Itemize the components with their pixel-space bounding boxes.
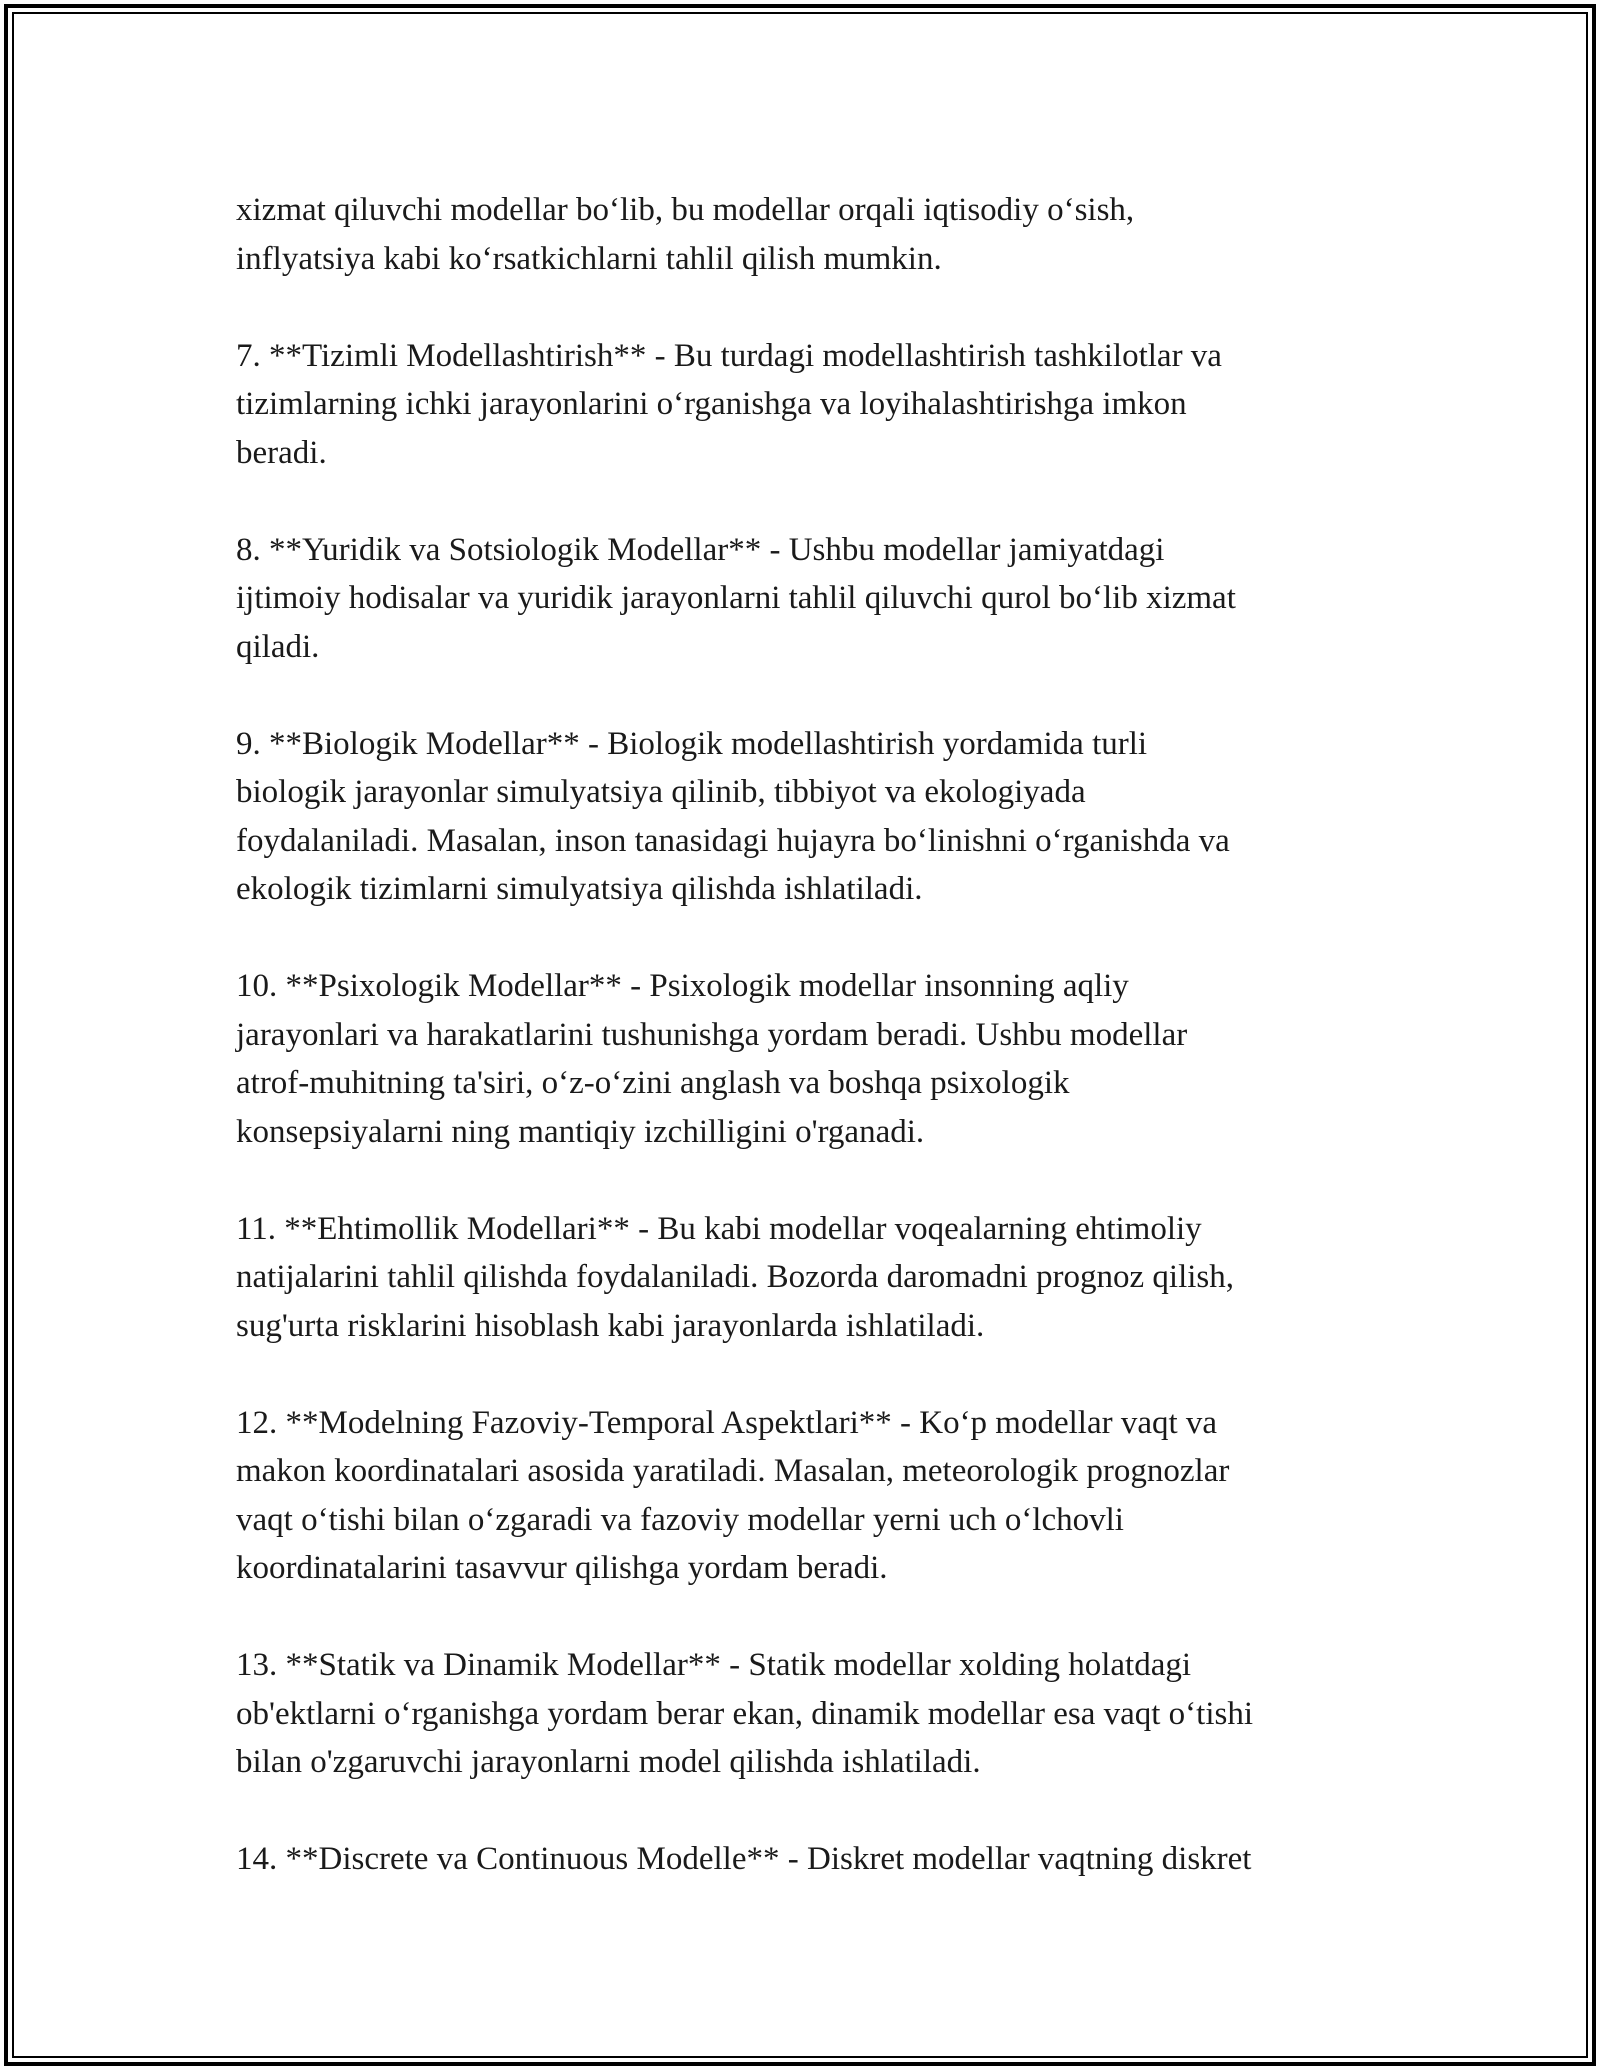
- text-line: ekologik tizimlarni simulyatsiya qilishda ishlatiladi.: [236, 871, 923, 907]
- text-line: 8. **Yuridik va Sotsiologik Modellar** - Ushbu modellar jamiyatdagi: [236, 531, 1165, 568]
- text-line: foydalaniladi. Masalan, inson tanasidagi hujayra bo‘linishni o‘rganishda va: [236, 822, 1230, 859]
- text-line: xizmat qiluvchi modellar bo‘lib, bu modellar orqali iqtisodiy o‘sish,: [236, 192, 1135, 228]
- paragraph-item-12: [236, 1399, 1386, 1593]
- paragraph-item-14: [236, 1835, 1386, 1884]
- text-line: 9. **Biologik Modellar** - Biologik modellashtirish yordamida turli: [236, 725, 1148, 762]
- text-line: koordinatalarini tasavvur qilishga yordam beradi.: [236, 1550, 888, 1586]
- text-line: ob'ektlarni o‘rganishga yordam berar ekan, dinamik modellar esa vaqt o‘tishi: [236, 1695, 1254, 1732]
- text-line: konsepsiyalarni ning mantiqiy izchilligini o'rganadi.: [236, 1113, 925, 1150]
- text-line: ijtimoiy hodisalar va yuridik jarayonlarni tahlil qiluvchi qurol bo‘lib xizmat: [236, 580, 1236, 616]
- text-line: 12. **Modelning Fazoviy-Temporal Aspektlari** - Ko‘p modellar vaqt va: [236, 1404, 1218, 1441]
- text-line: 7. **Tizimli Modellashtirish** - Bu turdagi modellashtirish tashkilotlar va: [236, 337, 1222, 374]
- paragraph-item-13: [236, 1641, 1386, 1787]
- paragraph-item-8: [236, 526, 1386, 672]
- text-line: 10. **Psixologik Modellar** - Psixologik modellar insonning aqliy: [236, 968, 1129, 1004]
- paragraph-item-10: [236, 962, 1386, 1156]
- text-line: 13. **Statik va Dinamik Modellar** - Statik modellar xolding holatdagi: [236, 1647, 1192, 1683]
- text-line: makon koordinatalari asosida yaratiladi. Masalan, meteorologik prognozlar: [236, 1453, 1230, 1489]
- text-line: beradi.: [236, 434, 327, 471]
- text-line: bilan o'zgaruvchi jarayonlarni model qilishda ishlatiladi.: [236, 1744, 981, 1780]
- text-line: qiladi.: [236, 628, 320, 665]
- paragraph-item-11: [236, 1205, 1386, 1351]
- document-body: [236, 186, 1386, 1884]
- text-line: sug'urta risklarini hisoblash kabi jarayonlarda ishlatiladi.: [236, 1307, 985, 1344]
- paragraph-item-9: [236, 720, 1386, 914]
- text-line: inflyatsiya kabi ko‘rsatkichlarni tahlil qilish mumkin.: [236, 240, 942, 277]
- paragraph-item-7: [236, 332, 1386, 478]
- paragraph-continuation: [236, 186, 1386, 283]
- text-line: vaqt o‘tishi bilan o‘zgaradi va fazoviy modellar yerni uch o‘lchovli: [236, 1501, 1124, 1538]
- text-line: 14. **Discrete va Continuous Modelle** - Diskret modellar vaqtning diskret: [236, 1841, 1252, 1877]
- text-line: biologik jarayonlar simulyatsiya qilinib, tibbiyot va ekologiyada: [236, 774, 1086, 810]
- text-line: atrof-muhitning ta'siri, o‘z-o‘zini anglash va boshqa psixologik: [236, 1065, 1070, 1101]
- text-line: jarayonlari va harakatlarini tushunishga yordam beradi. Ushbu modellar: [236, 1016, 1188, 1053]
- text-line: 11. **Ehtimollik Modellari** - Bu kabi modellar voqealarning ehtimoliy: [236, 1210, 1202, 1247]
- text-line: tizimlarning ichki jarayonlarini o‘rganishga va loyihalashtirishga imkon: [236, 386, 1187, 422]
- text-line: natijalarini tahlil qilishda foydalaniladi. Bozorda daromadni prognoz qilish,: [236, 1259, 1235, 1295]
